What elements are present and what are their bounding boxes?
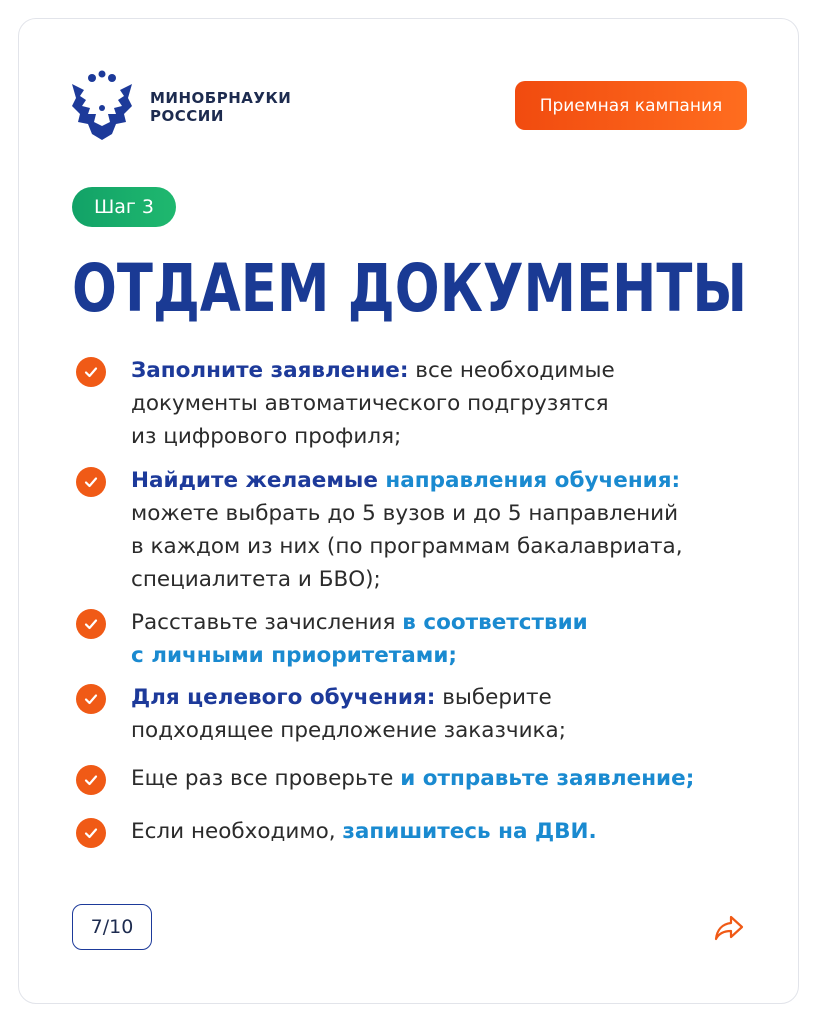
list-item-line xyxy=(131,762,751,795)
list-item-line xyxy=(131,563,751,596)
check-icon xyxy=(76,684,106,714)
step-badge: Шаг 3 xyxy=(72,187,176,227)
check-icon xyxy=(76,765,106,795)
list-item-line xyxy=(131,387,751,420)
emblem-icon xyxy=(70,70,134,140)
item-highlight: Заполните заявление: xyxy=(131,358,409,383)
list-item-line xyxy=(131,606,751,639)
list-item-text xyxy=(131,354,751,453)
item-highlight: Для целевого обучения: xyxy=(131,685,436,710)
item-text: Если необходимо, xyxy=(131,819,343,844)
ministry-line-1: МИНОБРНАУКИ xyxy=(150,89,292,107)
item-text: из цифрового профиля; xyxy=(131,424,402,449)
check-icon xyxy=(76,467,106,497)
list-item-line xyxy=(131,530,751,563)
check-icon xyxy=(76,609,106,639)
list-item-line xyxy=(131,681,751,714)
item-highlight: направления обучения: xyxy=(385,468,681,493)
share-icon[interactable] xyxy=(714,914,744,942)
list-item-text xyxy=(131,815,751,848)
ministry-line-2: РОССИИ xyxy=(150,107,224,125)
check-icon xyxy=(76,357,106,387)
page-counter: 7/10 xyxy=(72,904,152,950)
item-highlight: и отправьте заявление; xyxy=(400,766,695,791)
item-highlight: в соответствии xyxy=(402,610,588,635)
list-item-line xyxy=(131,815,751,848)
item-text: все необходимые xyxy=(408,358,615,383)
item-text: документы автоматического подгрузятся xyxy=(131,391,609,416)
list-item-text xyxy=(131,606,751,672)
ministry-name xyxy=(150,89,291,125)
list-item-line xyxy=(131,714,751,747)
list-item-line xyxy=(131,639,751,672)
admission-campaign-button[interactable]: Приемная кампания xyxy=(515,81,747,130)
list-item-line xyxy=(131,497,751,530)
list-item-text xyxy=(131,464,751,596)
item-text: можете выбрать до 5 вузов и до 5 направлений xyxy=(131,501,679,526)
item-highlight: запишитесь на ДВИ. xyxy=(342,819,597,844)
list-item-text xyxy=(131,681,751,747)
item-text: в каждом из них (по программам бакалавриата, xyxy=(131,534,683,559)
item-text: Еще раз все проверьте xyxy=(131,766,401,791)
check-icon xyxy=(76,818,106,848)
item-highlight: с личными приоритетами; xyxy=(131,643,458,668)
item-text: Расставьте зачисления xyxy=(131,610,403,635)
item-highlight: Найдите желаемые xyxy=(131,468,386,493)
item-text: специалитета и БВО); xyxy=(131,567,381,592)
list-item-line xyxy=(131,354,751,387)
page-title: ОТДАЕМ ДОКУМЕНТЫ xyxy=(72,250,748,327)
list-item-line xyxy=(131,420,751,453)
item-text: выберите xyxy=(435,685,552,710)
list-item-text xyxy=(131,762,751,795)
list-item-line xyxy=(131,464,751,497)
item-text: подходящее предложение заказчика; xyxy=(131,718,566,743)
